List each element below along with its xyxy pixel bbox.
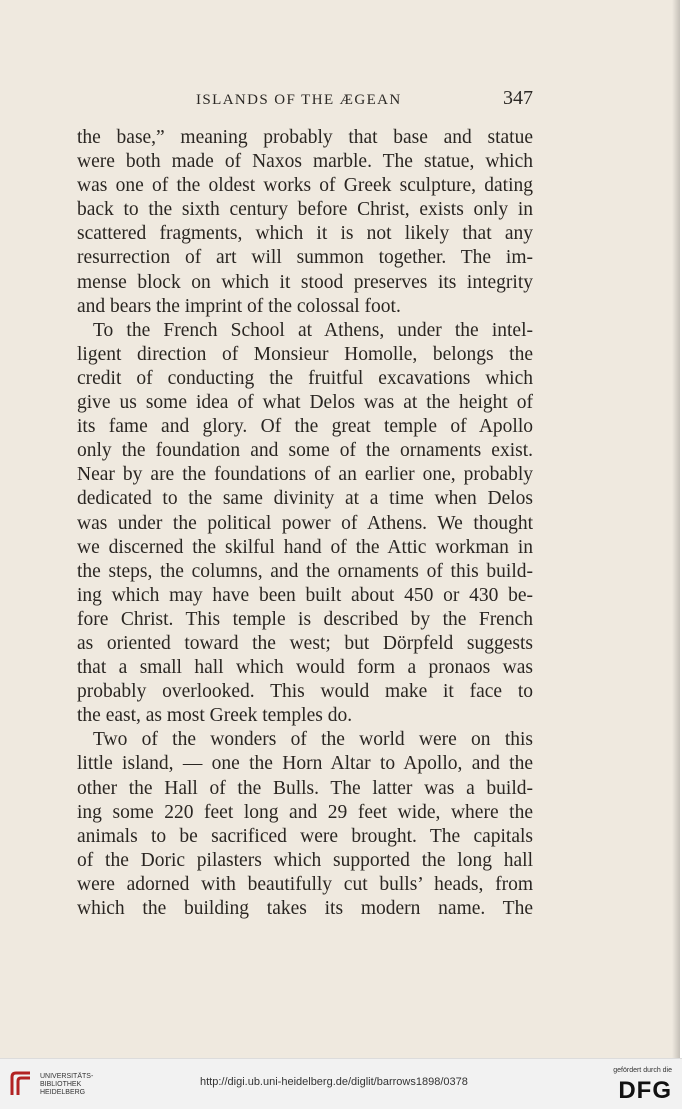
text-line: fore Christ. This temple is described by the French <box>77 608 533 630</box>
funding-note: gefördert durch die <box>613 1067 672 1074</box>
dfg-logo: DFG <box>618 1077 672 1104</box>
text-line: give us some idea of what Delos was at the height of <box>77 392 533 414</box>
text-line: of the Doric pilasters which supported the long hall <box>77 849 533 871</box>
running-title: ISLANDS OF THE ÆGEAN <box>196 92 402 108</box>
text-line: scattered fragments, which it is not likely that any <box>77 223 533 245</box>
text-line: dedicated to the same divinity at a time when Delos <box>77 488 533 510</box>
source-url-link[interactable]: http://digi.ub.uni-heidelberg.de/diglit/barrows1898/0378 <box>200 1076 468 1088</box>
text-line: the steps, the columns, and the ornaments of this build- <box>77 560 533 582</box>
text-line: other the Hall of the Bulls. The latter was a build- <box>77 777 533 799</box>
text-line: were both made of Naxos marble. The statue, which <box>77 151 533 173</box>
text-line: was one of the oldest works of Greek sculpture, dating <box>77 175 533 197</box>
text-line: mense block on which it stood preserves its integrity <box>77 271 533 293</box>
text-line: animals to be sacrificed were brought. The capitals <box>77 825 533 847</box>
page-number: 347 <box>503 87 533 109</box>
text-line: back to the sixth century before Christ, exists only in <box>77 199 533 221</box>
body-text <box>77 126 533 921</box>
footer-bar <box>0 1058 682 1109</box>
text-line: resurrection of art will summon together. The im- <box>77 247 533 269</box>
text-line: we discerned the skilful hand of the Attic workman in <box>77 536 533 558</box>
text-line: ing which may have been built about 450 or 430 be- <box>77 584 533 606</box>
text-line: which the building takes its modern name. The <box>77 898 533 919</box>
running-head <box>78 88 533 118</box>
text-line: Near by are the foundations of an earlier one, probably <box>77 464 533 486</box>
text-line: ligent direction of Monsieur Homolle, belongs the <box>77 343 533 365</box>
text-line: To the French School at Athens, under the intel- <box>93 319 533 341</box>
text-line: ing some 220 feet long and 29 feet wide, where the <box>77 801 533 823</box>
text-line: and bears the imprint of the colossal foot. <box>77 295 401 317</box>
text-line: that a small hall which would form a pronaos was <box>77 657 533 679</box>
library-logo-icon <box>8 1069 38 1099</box>
text-line: Two of the wonders of the world were on this <box>93 729 533 751</box>
library-name: UNIVERSITÄTS- BIBLIOTHEK HEIDELBERG <box>40 1073 94 1096</box>
text-line: only the foundation and some of the ornaments exist. <box>77 440 533 462</box>
text-line: was under the political power of Athens. We thought <box>77 512 533 534</box>
text-line: probably overlooked. This would make it face to <box>77 681 533 703</box>
text-line: its fame and glory. Of the great temple of Apollo <box>77 416 533 438</box>
text-line: the base,” meaning probably that base and statue <box>77 127 533 148</box>
text-line: credit of conducting the fruitful excavations which <box>77 367 533 389</box>
text-line: were adorned with beautifully cut bulls’ heads, from <box>77 873 533 895</box>
text-line: the east, as most Greek temples do. <box>77 705 353 727</box>
text-line: little island, — one the Horn Altar to Apollo, and the <box>77 753 533 775</box>
text-line: as oriented toward the west; but Dörpfeld suggests <box>77 632 533 654</box>
